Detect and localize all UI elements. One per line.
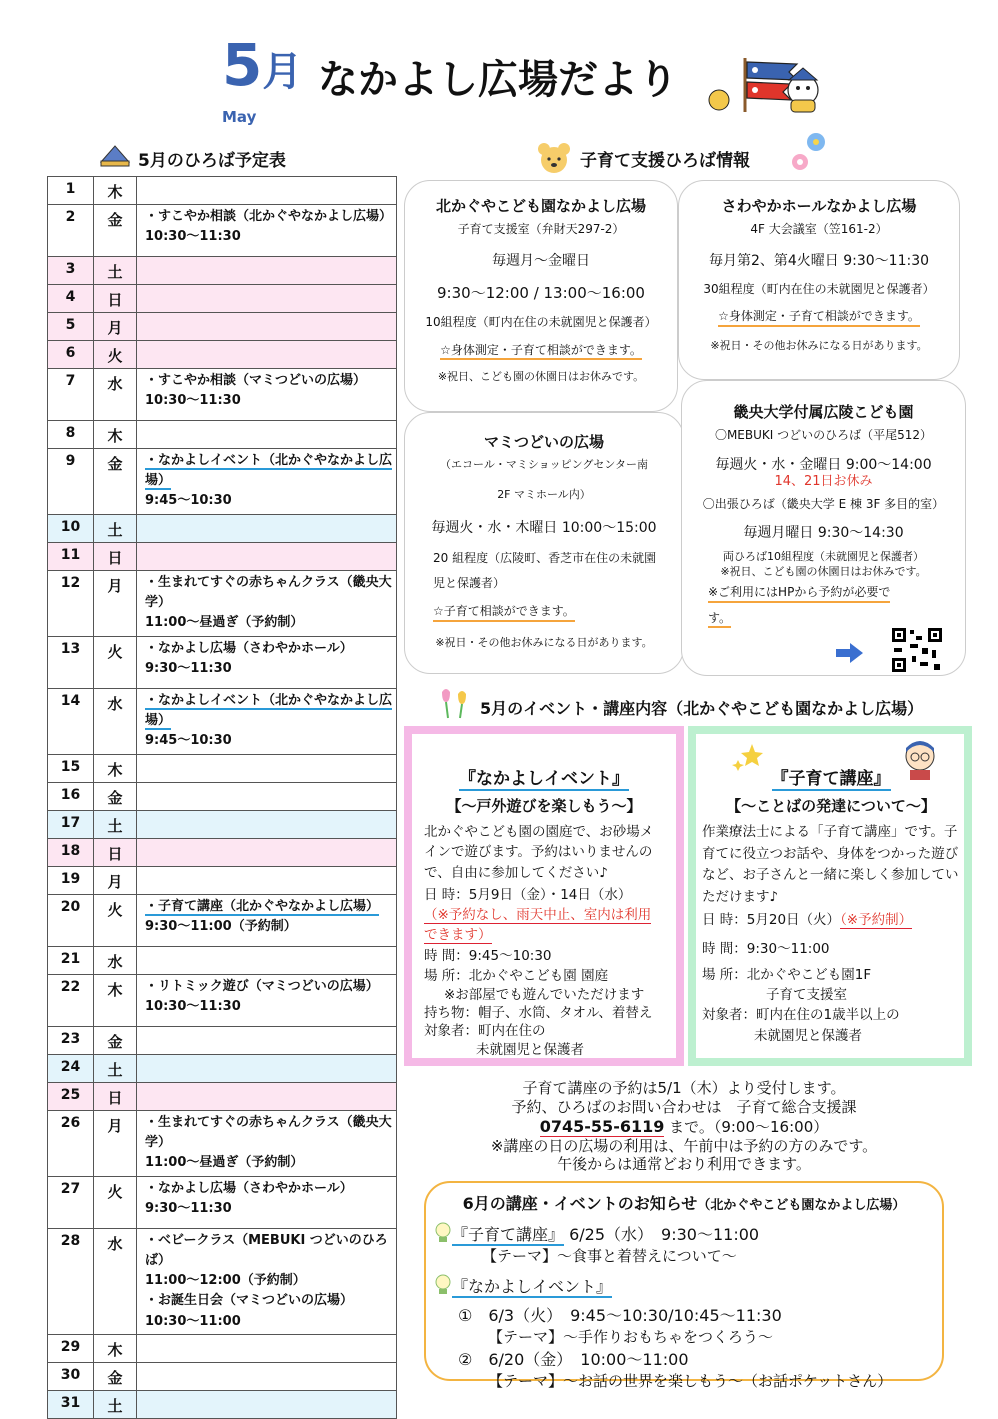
month-number: 5月 <box>222 31 303 99</box>
box-reserve: ※ご利用にはHPから予約が必要で <box>708 585 890 603</box>
event-place: 場 所：北かぐやこども園1F <box>702 966 872 983</box>
schedule-events <box>137 1027 397 1055</box>
schedule-day: 24 <box>48 1055 94 1083</box>
schedule-event-line: ・ベビークラス（MEBUKI つどいのひろば） <box>145 1233 388 1269</box>
month-suffix: 月 <box>262 49 303 95</box>
schedule-events <box>137 571 397 637</box>
event-title: 『なかよしイベント』 <box>459 769 629 789</box>
schedule-row <box>48 1390 397 1418</box>
phone-hours: まで。（9:00～16:00） <box>664 1117 829 1136</box>
schedule-weekday: 木 <box>94 177 137 205</box>
notice-line: 午後からは通常どおり利用できます。 <box>557 1155 811 1174</box>
event-place: 子育て支援室 <box>766 987 847 1004</box>
box-title: 北かぐやこども園なかよし広場 <box>435 197 646 215</box>
schedule-events <box>137 313 397 341</box>
box-title: さわやかホールなかよし広場 <box>721 197 917 215</box>
schedule-day: 7 <box>48 369 94 421</box>
schedule-events <box>137 755 397 783</box>
schedule-day: 28 <box>48 1229 94 1335</box>
box-place: （エコール・マミショッピングセンター南 <box>440 458 648 471</box>
box-capacity: 両ひろば10組程度（未就園児と保護者） <box>723 550 924 564</box>
june-event-2-theme: 【テーマ】～お話の世界を楽しもう～（お話ポケットさん） <box>488 1372 893 1390</box>
schedule-weekday: 火 <box>94 341 137 369</box>
box-title: マミつどいの広場 <box>483 433 604 451</box>
schedule-events <box>137 1229 397 1335</box>
schedule-weekday: 日 <box>94 839 137 867</box>
schedule-events <box>137 421 397 449</box>
june-event-title: 『なかよしイベント』 <box>452 1277 613 1296</box>
schedule-row <box>48 1111 397 1177</box>
reservation-notice <box>404 1079 964 1174</box>
schedule-day: 4 <box>48 285 94 313</box>
schedule-day: 14 <box>48 689 94 755</box>
schedule-events <box>137 867 397 895</box>
schedule-events <box>137 1177 397 1229</box>
schedule-row <box>48 543 397 571</box>
schedule-events <box>137 689 397 755</box>
schedule-events <box>137 515 397 543</box>
schedule-events <box>137 257 397 285</box>
box-capacity: 30組程度（町内在住の未就園児と保護者） <box>703 281 935 296</box>
qr-code[interactable] <box>890 626 944 674</box>
box-branch: 〇出張ひろば（畿央大学 E 棟 3F 多目的室） <box>702 496 945 511</box>
schedule-weekday: 土 <box>94 811 137 839</box>
schedule-day: 13 <box>48 637 94 689</box>
box-days: 毎週火・水・金曜日 9:00～14:00 <box>715 456 932 473</box>
schedule-day: 25 <box>48 1083 94 1111</box>
box-note: ※祝日・その他お休みになる日があります。 <box>710 338 928 352</box>
schedule-day: 16 <box>48 783 94 811</box>
event-items: 持ち物：帽子、水筒、タオル、着替え <box>424 1005 653 1022</box>
schedule-row <box>48 449 397 515</box>
schedule-event-line: 10:30～11:30 <box>145 393 241 409</box>
event-description: 作業療法士による「子育て講座」です。子育てに役立つお話や、身体をつかった遊びなど、お子さんと一緒に楽しく参加していただけます♪ <box>702 824 959 905</box>
schedule-events <box>137 1362 397 1390</box>
schedule-events <box>137 783 397 811</box>
schedule-event-line: ・お誕生日会（マミつどいの広場） <box>145 1293 354 1309</box>
june-kouza-title: 『子育て講座』 <box>452 1225 565 1244</box>
box-place: 子育て支援室（弁財天297-2） <box>457 222 625 236</box>
schedule-events <box>137 811 397 839</box>
schedule-event-line: ・生まれてすぐの赤ちゃんクラス（畿央大学） <box>145 1115 392 1151</box>
box-days: 毎月第2、第4火曜日 9:30～11:30 <box>708 252 930 269</box>
schedule-row <box>48 313 397 341</box>
event-date: 日 時：5月20日（火） <box>702 912 841 929</box>
schedule-day: 18 <box>48 839 94 867</box>
box-place: 〇MEBUKI つどいのひろば（平尾512） <box>714 428 933 442</box>
event-place-note: ※お部屋でも遊んでいただけます <box>444 987 645 1003</box>
event-target: 未就園児と保護者 <box>754 1027 862 1044</box>
schedule-row <box>48 1027 397 1055</box>
schedule-row <box>48 1055 397 1083</box>
schedule-day: 11 <box>48 543 94 571</box>
schedule-weekday: 金 <box>94 449 137 515</box>
schedule-events <box>137 285 397 313</box>
month-english: May <box>222 108 257 126</box>
schedule-event-line: 10:30～11:00 <box>145 1313 241 1329</box>
schedule-row <box>48 1083 397 1111</box>
schedule-weekday: 木 <box>94 1334 137 1362</box>
event-date: 日 時：5月9日（金）・14日（水） <box>424 886 632 903</box>
june-kouza-time: 6/25（水） 9:30～11:00 <box>564 1225 760 1244</box>
event-date-note: （※予約なし、雨天中止、室内は利用できます） <box>424 907 652 944</box>
event-target: 対象者：町内在住の <box>424 1023 546 1040</box>
schedule-day: 1 <box>48 177 94 205</box>
schedule-day: 27 <box>48 1177 94 1229</box>
schedule-weekday: 水 <box>94 689 137 755</box>
event-subtitle: 【～戸外遊びを楽しもう～】 <box>446 797 642 815</box>
schedule-table <box>47 176 397 1419</box>
schedule-row <box>48 947 397 975</box>
schedule-weekday: 水 <box>94 947 137 975</box>
box-hours: 9:30～12:00 / 13:00～16:00 <box>437 283 645 302</box>
schedule-event-line: 9:45～10:30 <box>145 733 232 749</box>
schedule-events <box>137 975 397 1027</box>
schedule-event-line: ・すこやか相談（マミつどいの広場） <box>145 373 367 388</box>
notice-line: ※講座の日の広場の利用は、午前中は予約の方のみです。 <box>490 1136 878 1155</box>
schedule-day: 3 <box>48 257 94 285</box>
schedule-event-line: ・生まれてすぐの赤ちゃんクラス（畿央大学） <box>145 575 392 611</box>
schedule-row <box>48 1334 397 1362</box>
schedule-row <box>48 1177 397 1229</box>
schedule-day: 30 <box>48 1362 94 1390</box>
schedule-day: 17 <box>48 811 94 839</box>
schedule-row <box>48 515 397 543</box>
schedule-event-line: 11:00～昼過ぎ（予約制） <box>145 1155 304 1171</box>
schedule-weekday: 水 <box>94 369 137 421</box>
event-description: 北かぐやこども園の園庭で、お砂場メインで遊びます。予約はいりませんので、自由に参加してください♪ <box>424 824 654 881</box>
schedule-weekday: 月 <box>94 313 137 341</box>
schedule-row <box>48 689 397 755</box>
schedule-events <box>137 449 397 515</box>
event-target: 対象者：町内在住の1歳半以上の <box>702 1007 900 1024</box>
schedule-weekday: 木 <box>94 755 137 783</box>
event-title: 『子育て講座』 <box>771 769 891 789</box>
schedule-event-line: 11:00～12:00（予約制） <box>145 1273 306 1289</box>
schedule-weekday: 月 <box>94 1111 137 1177</box>
info-box-mami <box>404 412 684 674</box>
schedule-weekday: 金 <box>94 1362 137 1390</box>
schedule-events <box>137 637 397 689</box>
schedule-day: 8 <box>48 421 94 449</box>
schedule-weekday: 日 <box>94 285 137 313</box>
event-box-nakayoshi <box>404 726 684 1066</box>
schedule-day: 26 <box>48 1111 94 1177</box>
schedule-row <box>48 341 397 369</box>
teacher-character-icon <box>902 738 938 780</box>
schedule-events <box>137 1390 397 1418</box>
box-days: 毎週月～金曜日 <box>492 252 590 269</box>
schedule-events <box>137 543 397 571</box>
schedule-event-line: 10:30～11:30 <box>145 999 241 1015</box>
schedule-row <box>48 285 397 313</box>
box-reserve: す。 <box>708 611 731 629</box>
schedule-day: 5 <box>48 313 94 341</box>
schedule-row <box>48 421 397 449</box>
lightbulb-icon <box>434 1222 452 1244</box>
schedule-heading: 5月のひろば予定表 <box>138 151 286 171</box>
schedule-weekday: 火 <box>94 1177 137 1229</box>
schedule-day: 20 <box>48 895 94 947</box>
notice-line: 子育て講座の予約は5/1（木）より受付します。 <box>522 1079 846 1097</box>
info-box-sawayaka <box>678 180 960 380</box>
box-place: 4F 大会議室（笠161-2） <box>750 222 888 236</box>
box-service: ☆子育て相談ができます。 <box>433 604 575 622</box>
schedule-weekday: 土 <box>94 1055 137 1083</box>
schedule-weekday: 木 <box>94 975 137 1027</box>
event-time: 時 間：9:45～10:30 <box>424 947 552 964</box>
schedule-row <box>48 895 397 947</box>
schedule-weekday: 金 <box>94 783 137 811</box>
schedule-row <box>48 1229 397 1335</box>
event-date-note: （※予約制） <box>840 912 913 929</box>
box-capacity: 10組程度（町内在住の未就園児と保護者） <box>425 315 657 330</box>
phone-number[interactable]: 0745-55-6119 <box>539 1116 665 1136</box>
schedule-day: 22 <box>48 975 94 1027</box>
notice-line: 予約、ひろばのお問い合わせは 子育て総合支援課 <box>511 1097 857 1116</box>
schedule-weekday: 月 <box>94 571 137 637</box>
event-box-kouza <box>688 726 972 1066</box>
schedule-weekday: 金 <box>94 1027 137 1055</box>
box-service: ☆身体測定・子育て相談ができます。 <box>718 309 920 327</box>
schedule-events <box>137 1111 397 1177</box>
schedule-events <box>137 839 397 867</box>
flower-icon <box>788 130 832 174</box>
schedule-events <box>137 177 397 205</box>
events-heading: 5月のイベント・講座内容（北かぐやこども園なかよし広場） <box>480 699 924 718</box>
schedule-event-line: ・すこやか相談（北かぐやなかよし広場） <box>145 209 393 224</box>
info-box-kitakaguya <box>404 180 678 412</box>
schedule-row <box>48 975 397 1027</box>
schedule-events <box>137 341 397 369</box>
box-branch-days: 毎週月曜日 9:30～14:30 <box>743 525 904 542</box>
schedule-row <box>48 177 397 205</box>
schedule-event-line: 9:30～11:30 <box>145 1201 232 1217</box>
june-event-2: ② 6/20（金） 10:00～11:00 <box>458 1350 689 1369</box>
june-event-1-theme: 【テーマ】～手作りおもちゃをつくろう～ <box>488 1328 774 1346</box>
box-note: ※祝日・その他お休みになる日があります。 <box>435 635 653 649</box>
schedule-event-line <box>145 691 392 731</box>
schedule-events <box>137 369 397 421</box>
koinobori-bear-illustration <box>705 50 825 114</box>
schedule-day: 21 <box>48 947 94 975</box>
tulip-icon <box>436 686 476 720</box>
schedule-row <box>48 811 397 839</box>
schedule-events <box>137 947 397 975</box>
schedule-event-highlight: ・子育て講座（北かぐやなかよし広場） <box>145 899 380 914</box>
schedule-row <box>48 783 397 811</box>
schedule-day: 23 <box>48 1027 94 1055</box>
schedule-row <box>48 205 397 257</box>
schedule-event-line: 9:45～10:30 <box>145 493 232 509</box>
june-title-note: （北かぐやこども園なかよし広場） <box>697 1198 906 1213</box>
schedule-event-line <box>145 451 392 491</box>
schedule-events <box>137 1083 397 1111</box>
info-heading: 子育て支援ひろば情報 <box>580 151 750 171</box>
kabuto-helmet-icon <box>98 142 132 168</box>
page-title: なかよし広場だより <box>318 57 678 103</box>
schedule-row <box>48 637 397 689</box>
schedule-weekday: 日 <box>94 1083 137 1111</box>
schedule-weekday: 月 <box>94 867 137 895</box>
schedule-event-highlight: ・なかよしイベント（北かぐやなかよし広場） <box>145 693 393 729</box>
box-capacity: 児と保護者） <box>433 576 506 591</box>
schedule-event-line: ・リトミック遊び（マミつどいの広場） <box>145 979 379 994</box>
schedule-weekday: 木 <box>94 421 137 449</box>
schedule-row <box>48 1362 397 1390</box>
box-days: 毎週火・水・木曜日 10:00～15:00 <box>431 519 657 536</box>
box-place: 2F マミホール内） <box>497 488 591 502</box>
schedule-row <box>48 369 397 421</box>
schedule-event-line: 9:30～11:30 <box>145 661 232 677</box>
event-target: 未就園児と保護者 <box>476 1041 584 1058</box>
lightbulb-icon <box>434 1274 452 1296</box>
schedule-day: 6 <box>48 341 94 369</box>
schedule-event-highlight: ・なかよしイベント（北かぐやなかよし広場） <box>145 453 393 489</box>
event-subtitle: 【～ことばの発達について～】 <box>726 797 936 815</box>
schedule-event-line: 9:30～11:00（予約制） <box>145 919 297 935</box>
schedule-weekday: 金 <box>94 205 137 257</box>
schedule-row <box>48 257 397 285</box>
arrow-right-icon <box>836 642 864 664</box>
schedule-row <box>48 867 397 895</box>
schedule-weekday: 水 <box>94 1229 137 1335</box>
schedule-event-line <box>145 897 392 917</box>
schedule-weekday: 土 <box>94 1390 137 1418</box>
schedule-event-line: ・なかよし広場（さわやかホール） <box>145 1181 353 1196</box>
june-notice-box <box>424 1181 944 1390</box>
june-kouza-theme: 【テーマ】～食事と着替えについて～ <box>482 1247 737 1265</box>
schedule-row <box>48 755 397 783</box>
schedule-events <box>137 205 397 257</box>
schedule-row <box>48 839 397 867</box>
schedule-weekday: 火 <box>94 895 137 947</box>
schedule-day: 9 <box>48 449 94 515</box>
june-event-1: ① 6/3（火） 9:45～10:30/10:45～11:30 <box>458 1306 782 1325</box>
box-closed: 14、21日お休み <box>774 473 873 489</box>
schedule-event-line: ・なかよし広場（さわやかホール） <box>145 641 353 656</box>
schedule-event-line: 11:00～昼過ぎ（予約制） <box>145 615 304 631</box>
schedule-row <box>48 571 397 637</box>
schedule-day: 31 <box>48 1390 94 1418</box>
schedule-weekday: 土 <box>94 257 137 285</box>
schedule-events <box>137 1334 397 1362</box>
schedule-day: 10 <box>48 515 94 543</box>
june-title: 6月の講座・イベントのお知らせ <box>462 1194 698 1213</box>
schedule-weekday: 土 <box>94 515 137 543</box>
event-time: 時 間：9:30～11:00 <box>702 940 830 957</box>
schedule-events <box>137 895 397 947</box>
schedule-day: 2 <box>48 205 94 257</box>
schedule-weekday: 火 <box>94 637 137 689</box>
event-place: 場 所：北かぐやこども園 園庭 <box>424 967 609 984</box>
box-title: 畿央大学付属広陵こども園 <box>733 403 914 421</box>
box-capacity: 20 組程度（広陵町、香芝市在住の未就園 <box>433 550 657 565</box>
schedule-events <box>137 1055 397 1083</box>
schedule-weekday: 日 <box>94 543 137 571</box>
schedule-event-line: 10:30～11:30 <box>145 229 241 245</box>
schedule-day: 15 <box>48 755 94 783</box>
schedule-day: 29 <box>48 1334 94 1362</box>
bear-face-icon <box>536 140 572 174</box>
box-note: ※祝日、こども園の休園日はお休みです。 <box>720 564 927 578</box>
box-service: ☆身体測定・子育て相談ができます。 <box>440 343 642 361</box>
sparkle-star-icon <box>732 742 766 772</box>
schedule-day: 12 <box>48 571 94 637</box>
box-note: ※祝日、こども園の休園日はお休みです。 <box>437 370 645 384</box>
schedule-day: 19 <box>48 867 94 895</box>
